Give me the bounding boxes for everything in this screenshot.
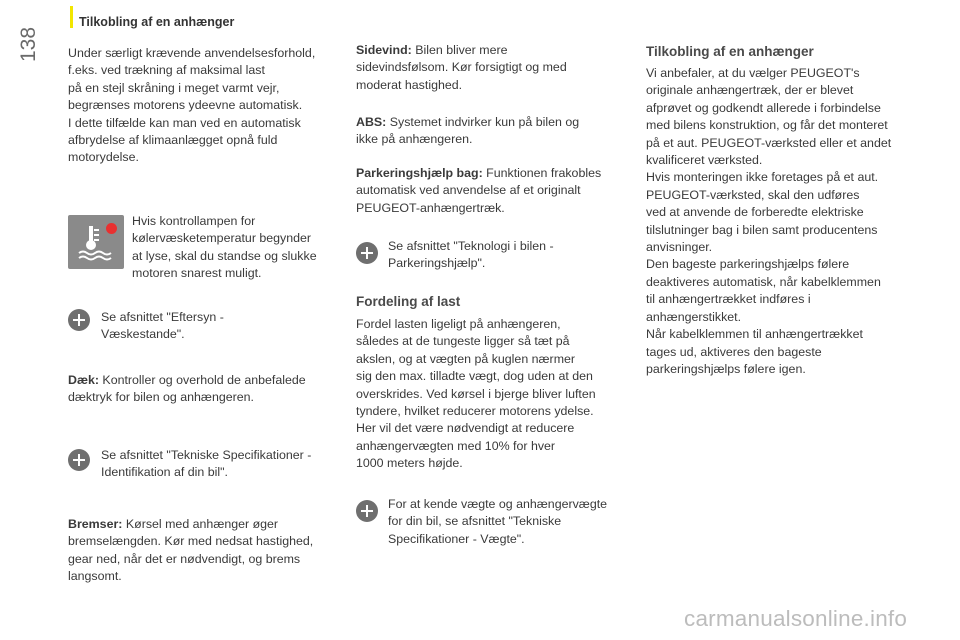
crosswind-label: Sidevind:: [356, 43, 412, 57]
thermometer-waves-icon: [68, 215, 124, 269]
plus-circle-icon: [68, 449, 90, 471]
see-section-note-fluids: Se afsnittet "Eftersyn - Væskestande".: [101, 310, 224, 342]
intro-paragraph: Under særligt krævende anvendelsesforhold, f.eks. ved trækning af maksimal last på en stejl skråning i meget varmt vejr, begrænses motorens ydeevne automatisk. I dette tilfælde kan man ved en automatisk afbrydelse af klimaanlægget opnå fuld motorydelse.: [68, 46, 316, 165]
parking-aid-paragraph: Parkeringshjælp bag: Funktionen frakobles automatisk ved anvendelse af et originalt PEUGEOT-anhængertræk.: [356, 166, 602, 215]
trailer-towing-heading: Tilkobling af en anhænger: [646, 44, 814, 59]
abs-label: ABS:: [356, 115, 387, 129]
watermark: carmanualsonline.info: [684, 606, 908, 631]
page-number: 138: [17, 26, 40, 62]
coolant-temperature-icon: [68, 215, 124, 269]
plus-circle-icon: [68, 309, 90, 331]
see-section-note-parking: Se afsnittet "Teknologi i bilen - Parkeringshjælp".: [388, 239, 554, 271]
see-section-note-identification: Se afsnittet "Tekniske Specifikationer - Identifikation af din bil".: [101, 448, 312, 480]
abs-paragraph: ABS: Systemet indvirker kun på bilen og ikke på anhængeren.: [356, 115, 580, 147]
see-section-note-weights: For at kende vægte og anhængervægte for din bil, se afsnittet "Tekniske Specifikationer - Vægte".: [388, 497, 608, 546]
tires-label: Dæk:: [68, 373, 99, 387]
trailer-towing-text: Vi anbefaler, at du vælger PEUGEOT's originale anhængertræk, der er blevet afprøvet og godkendt allerede i forbindelse med bilens konstruktion, og får det monteret på et aut. PEUGEOT-værksted eller et andet kvalificeret værksted. Hvis monteringen ikke foretages på et aut. PEUGEOT-værksted, skal den udføres ved at anvende de forberedte elektriske tilslutninger bag i bilen samt producentens anvisninger. Den bageste parkeringshjælps følere deaktiveres automatisk, når kabelklemmen til anhængertrækket indføres i anhængerstikket. Når kabelklemmen til anhængertrækket tages ud, aktiveres den bageste parkeringshjælps følere igen.: [646, 66, 892, 376]
coolant-warning-text: Hvis kontrollampen for kølervæsketemperatur begynder at lyse, skal du standse og slukke motoren snarest muligt.: [132, 214, 317, 281]
plus-circle-icon: [356, 500, 378, 522]
brakes-label: Bremser:: [68, 517, 123, 531]
load-distribution-text: Fordel lasten ligeligt på anhængeren, således at de tungeste ligger så tæt på akslen, og at vægten på kuglen nærmer sig den max. tilladte vægt, dog uden at den overskrides. Ved kørsel i bjerge bliver luften tyndere, hvilket reducerer motorens ydelse. Her vil det være nødvendigt at reducere anhængervægten med 10% for hver 1000 meters højde.: [356, 317, 596, 471]
page-header-title: Tilkobling af en anhænger: [79, 15, 235, 29]
load-distribution-heading: Fordeling af last: [356, 294, 461, 309]
parking-aid-label: Parkeringshjælp bag:: [356, 166, 483, 180]
warning-red-dot: [106, 223, 117, 234]
tires-paragraph: Dæk: Kontroller og overhold de anbefalede dæktryk for bilen og anhængeren.: [68, 373, 306, 405]
crosswind-paragraph: Sidevind: Bilen bliver mere sidevindsfølsom. Kør forsigtigt og med moderat hastighed.: [356, 43, 567, 92]
plus-circle-icon: [356, 242, 378, 264]
header-accent-bar: [70, 6, 73, 28]
brakes-paragraph: Bremser: Kørsel med anhænger øger bremselængden. Kør med nedsat hastighed, gear ned, når det er nødvendigt, og brems langsomt.: [68, 517, 314, 584]
